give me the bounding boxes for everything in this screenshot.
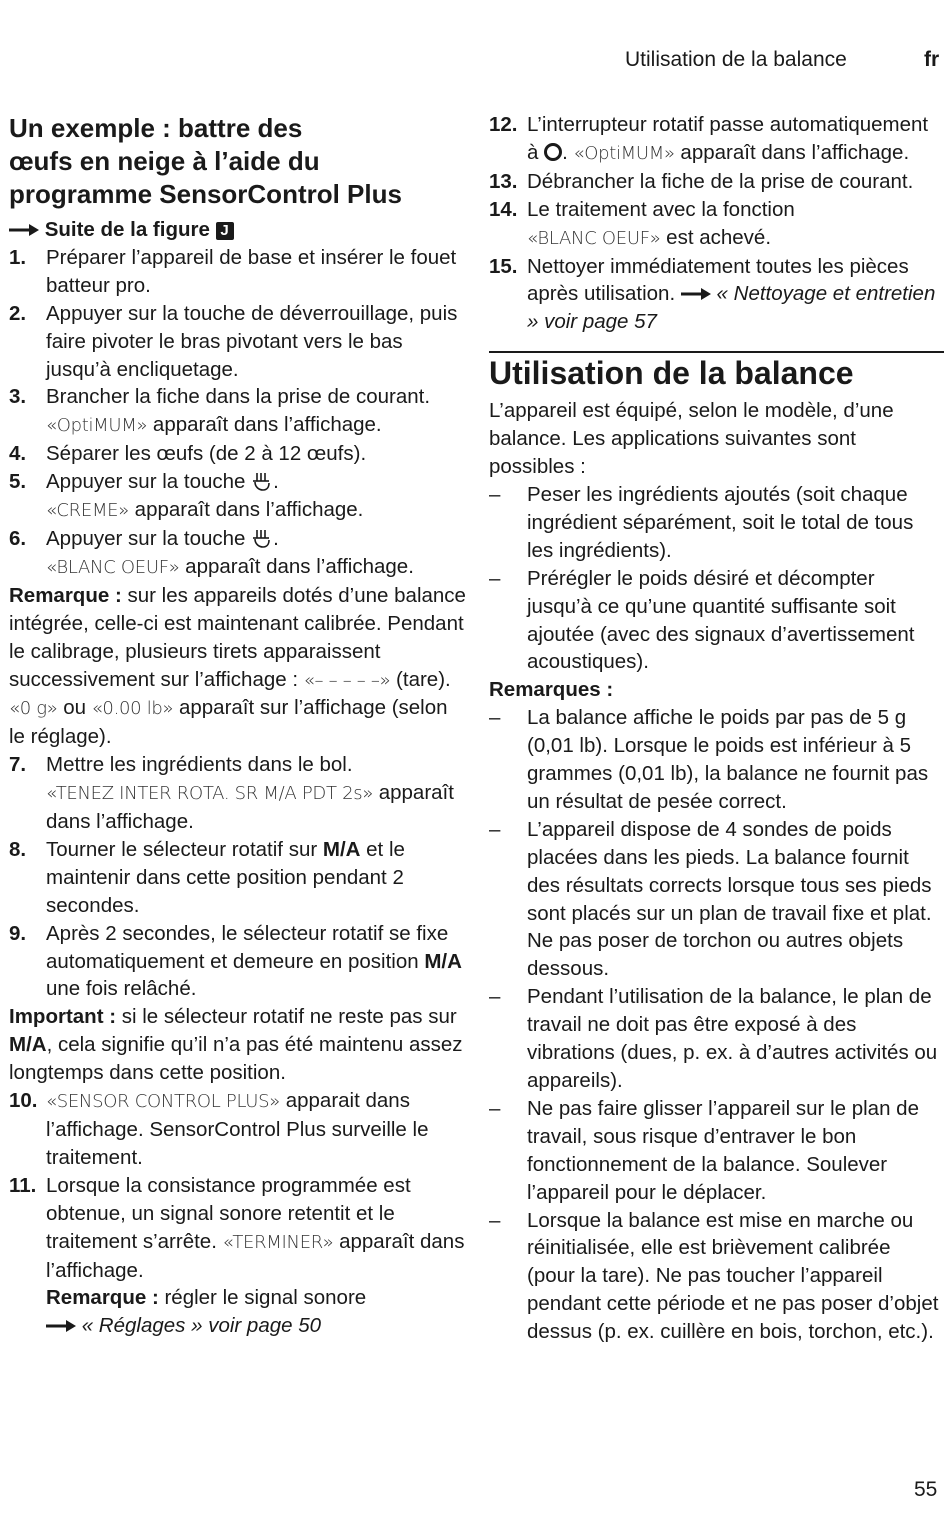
list-item: – Prérégler le poids désiré et décompter jusqu’à ce qu’une quantité suffisante soit ajoutée (avec des signaux d’avertissement acoustiques). (489, 566, 915, 674)
step-14: 14. Le traitement avec la fonction «BLANC OEUF» est achevé. (489, 197, 795, 249)
header-language: fr (924, 48, 940, 71)
step-13: 13. Débrancher la fiche de la prise de courant. (489, 169, 914, 193)
whisk-button-icon (251, 527, 273, 549)
scale-intro: L’appareil est équipé, selon le modèle, d’une balance. Les applications suivantes sont possibles : (489, 399, 894, 479)
step-12: 12. L’interrupteur rotatif passe automatiquement à . «OptiMUM» apparaît dans l’affichage. (489, 113, 929, 164)
list-item: – L’appareil dispose de 4 sondes de poids placées dans les pieds. La balance fournit des résultats corrects lorsque tous ses pieds sont placés sur un plan de travail fixe et plat. Ne pas poser de torchon ou autres objets dessous. (489, 817, 932, 981)
page-number: 55 (914, 1478, 938, 1501)
list-item: – Pendant l’utilisation de la balance, le plan de travail ne doit pas être exposé à des vibrations (dues, p. ex. à d’autres activités ou appareils). (489, 985, 938, 1092)
whisk-button-icon (251, 470, 273, 492)
continued-line: Suite de la figure J (9, 216, 469, 244)
header-title: Utilisation de la balance (625, 48, 847, 71)
left-column (9, 110, 469, 1340)
step-5: 5. Appuyer sur la touche . «CREME» apparaît dans l’affichage. (9, 470, 364, 522)
figure-ref-badge: J (216, 222, 234, 240)
right-arrow-icon (681, 287, 711, 301)
example-heading: Un exemple : battre des œufs en neige à l’aide du programme SensorControl Plus (9, 113, 402, 209)
step-11: 11. Lorsque la consistance programmée est obtenue, un signal sonore retentit et le traitement s’arrête. «TERMINER» apparaît dans l’affichage. Remarque : régler le signal sonore « Réglages » voir page 50 (9, 1173, 465, 1338)
list-item: – Ne pas faire glisser l’appareil sur le plan de travail, sous risque d’entraver le bon fonctionnement de la balance. Soulever l’appareil pour le déplacer. (489, 1096, 919, 1204)
settings-page-ref: « Réglages » voir page 50 (81, 1314, 322, 1338)
page-header (0, 48, 950, 78)
right-arrow-icon (9, 223, 39, 237)
cleaning-page-ref: « Nettoyage et entretien » voir page 57 (527, 282, 936, 334)
step-3: 3. Brancher la fiche dans la prise de courant. «OptiMUM» apparaît dans l’affichage. (9, 385, 431, 437)
important-note: Important : si le sélecteur rotatif ne reste pas sur M/A, cela signifie qu’il n’a pas été maintenu assez longtemps dans cette position. (9, 1005, 463, 1085)
list-item: – La balance affiche le poids par pas de 5 g (0,01 lb). Lorsque le poids est inférieur à 5 grammes (0,01 lb), la balance ne fournit pas un résultat de pesée correct. (489, 706, 929, 813)
step-15: 15. Nettoyer immédiatement toutes les pièces après utilisation. « Nettoyage et entretien » voir page 57 (489, 254, 936, 334)
step-9: 9. Après 2 secondes, le sélecteur rotatif se fixe automatiquement et demeure en position M/A une fois relâché. (9, 921, 462, 1001)
step-10: 10. «SENSOR CONTROL PLUS» apparait dans l’affichage. SensorControl Plus surveille le traitement. (9, 1089, 429, 1169)
step-8: 8. Tourner le sélecteur rotatif sur M/A et le maintenir dans cette position pendant 2 secondes. (9, 837, 405, 917)
step-2: 2. Appuyer sur la touche de déverrouillage, puis faire pivoter le bras pivotant vers le bas jusqu’à encliquetage. (9, 301, 458, 381)
remarks-label: Remarques : (489, 678, 614, 702)
list-item: – Peser les ingrédients ajoutés (soit chaque ingrédient séparément, soit le total de tous les ingrédients). (489, 482, 914, 562)
right-column (489, 111, 944, 1346)
step-6: 6. Appuyer sur la touche . «BLANC OEUF» apparaît dans l’affichage. (9, 526, 414, 578)
right-arrow-icon (46, 1319, 76, 1333)
section-title: Utilisation de la balance (489, 355, 854, 392)
step-7: 7. Mettre les ingrédients dans le bol. «TENEZ INTER ROTA. SR M/A PDT 2s» apparaît dans l’affichage. (9, 753, 454, 834)
calibration-note: Remarque : sur les appareils dotés d’une balance intégrée, celle-ci est maintenant calibrée. Pendant le calibrage, plusieurs tirets apparaissent successivement sur l’affichage : «– – – – –» (tare). «0 g» ou «0.00 lb» apparaît sur l’affichage (selon le réglage). (9, 583, 466, 749)
list-item: – Lorsque la balance est mise en marche ou réinitialisée, elle est brièvement calibrée (pour la tare). Ne pas toucher l’appareil pendant cette période et ne pas poser d’objet dessus (p. ex. cuillère en bois, torchon, etc.). (489, 1208, 939, 1344)
step-1: 1. Préparer l’appareil de base et insérer le fouet batteur pro. (9, 245, 457, 297)
step-4: 4. Séparer les œufs (de 2 à 12 œufs). (9, 442, 367, 466)
off-position-icon (544, 143, 562, 161)
